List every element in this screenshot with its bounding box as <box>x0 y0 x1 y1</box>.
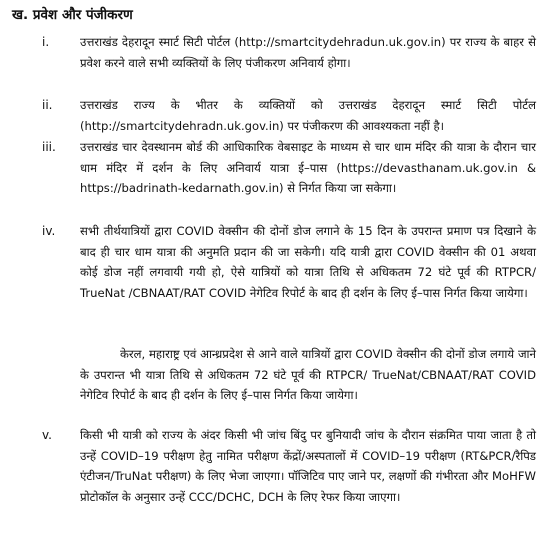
item-text: सभी तीर्थयात्रियों द्वारा COVID वेक्सीन की दोनों डोज लगाने के 15 दिन के उपरान्त प्रमाण पत्र दिखाने के बाद ही चार धाम यात्रा की अनुमति प्रदान की जा सकेगी। यदि यात्री द्वारा COVID वेक्सीन की 01 अथवा कोई डोज नहीं लगवायी गयी हो, ऐसे यात्रियों को यात्रा तिथि से अधिकतम 72 घंटे पूर्व की RTPCR/ TrueNat /CBNAAT/RAT COVID नेगेटिव रिपोर्ट के बाद ही दर्शन के लिए ई–पास निर्गत किया जायेगा। <box>80 224 536 300</box>
item-number: v. <box>42 428 52 442</box>
item-text: उत्तराखंड देहरादून स्मार्ट सिटी पोर्टल (http://smartcitydehradun.uk.gov.in) पर राज्य के बाहर से प्रवेश करने वाले सभी व्यक्तियों के लिए पंजीकरण अनिवार्य होगा। <box>80 35 536 70</box>
item-number: iv. <box>42 224 56 238</box>
item-text: उत्तराखंड राज्य के भीतर के व्यक्तियों को उत्तराखंड देहरादून स्मार्ट सिटी पोर्टल (http://smartcitydehradn.uk.gov.in) पर पंजीकरण की आवश्यकता नहीं है। <box>80 98 536 133</box>
item-number: i. <box>42 35 50 49</box>
item-text: उत्तराखंड चार देवस्थानम बोर्ड की आधिकारिक वेबसाइट के माध्यम से चार धाम मंदिर की यात्रा के दौरान चार धाम मंदिर में दर्शन के लिए अनिवार्य यात्रा ई–पास (https://devasthanam.uk.gov.in & https://badrinath-kedarnath.gov.in) से निर्गत किया जा सकेगा। <box>80 140 536 195</box>
section-heading: ख. प्रवेश और पंजीकरण <box>12 7 133 23</box>
item-number: ii. <box>42 98 53 112</box>
item-number: iii. <box>42 140 56 154</box>
item-text: किसी भी यात्री को राज्य के अंदर किसी भी जांच बिंदु पर बुनियादी जांच के दौरान संक्रमित पाया जाता है तो उन्हें COVID–19 परीक्षण हेतु नामित परीक्षण केंद्रों/अस्पतालों में COVID–19 परीक्षण (RT&PCR/रैपिड एंटीजन/TruNat परीक्षण) के लिए भेजा जाएगा। पॉजिटिव पाए जाने पर, लक्षणों की गंभीरता और MoHFW प्रोटोकॉल के अनुसार उन्हें CCC/DCHC, DCH के लिए रेफर किया जाएगा। <box>80 428 536 504</box>
item-text: केरल, महाराष्ट्र एवं आन्ध्रप्रदेश से आने वाले यात्रियों द्वारा COVID वेक्सीन की दोनों डोज लगाये जाने के उपरान्त भी यात्रा तिथि से अधिकतम 72 घंटे पूर्व की RTPCR/ TrueNat/CBNAAT/RAT COVID नेगेटिव रिपोर्ट के बाद ही दर्शन के लिए ई–पास निर्गत किया जायेगा। <box>80 347 536 402</box>
